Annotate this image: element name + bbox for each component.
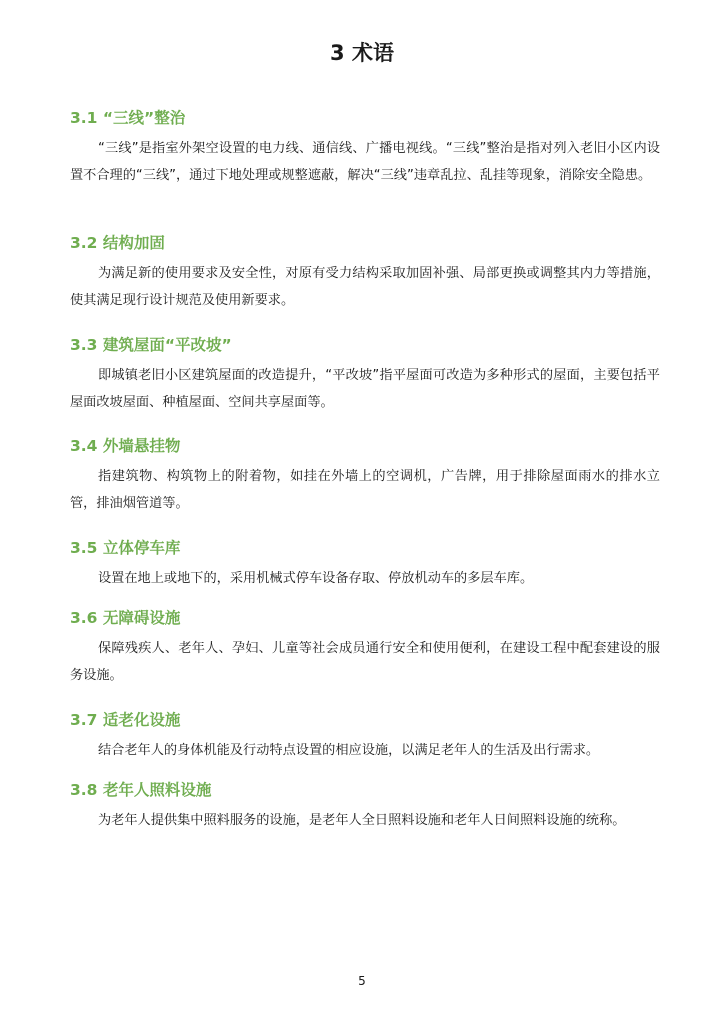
section-3-5 bbox=[70, 536, 660, 592]
section-body: 设置在地上或地下的，采用机械式停车设备存取、停放机动车的多层车库。 bbox=[98, 571, 534, 586]
section-3-2 bbox=[70, 231, 660, 314]
section-body: 指建筑物、构筑物上的附着物，如挂在外墙上的空调机，广告牌，用于排除屋面雨水的排水立管，排油烟管道等。 bbox=[70, 469, 660, 511]
section-heading: 3.3 建筑屋面“平改坡” bbox=[70, 336, 232, 354]
section-heading: 3.5 立体停车库 bbox=[70, 539, 181, 557]
section-body: 为老年人提供集中照料服务的设施，是老年人全日照料设施和老年人日间照料设施的统称。 bbox=[98, 813, 626, 828]
page-number: 5 bbox=[358, 974, 366, 988]
section-3-6 bbox=[70, 606, 660, 689]
section-heading: 3.2 结构加固 bbox=[70, 234, 165, 252]
section-heading: 3.6 无障碍设施 bbox=[70, 609, 181, 627]
section-3-7 bbox=[70, 708, 660, 764]
section-heading: 3.7 适老化设施 bbox=[70, 711, 181, 729]
section-3-1 bbox=[70, 106, 660, 189]
section-3-3 bbox=[70, 333, 660, 416]
section-body: 即城镇老旧小区建筑屋面的改造提升，“平改坡”指平屋面可改造为多种形式的屋面，主要包括平屋面改坡屋面、种植屋面、空间共享屋面等。 bbox=[70, 368, 660, 410]
section-3-8 bbox=[70, 778, 660, 834]
section-body: 保障残疾人、老年人、孕妇、儿童等社会成员通行安全和使用便利，在建设工程中配套建设的服务设施。 bbox=[70, 641, 660, 683]
section-body: “三线”是指室外架空设置的电力线、通信线、广播电视线。“三线”整治是指对列入老旧小区内设置不合理的“三线”，通过下地处理或规整遮蔽，解决“三线”违章乱拉、乱挂等现象，消除安全隐患。 bbox=[70, 141, 660, 183]
section-body: 结合老年人的身体机能及行动特点设置的相应设施，以满足老年人的生活及出行需求。 bbox=[98, 743, 600, 758]
section-heading: 3.8 老年人照料设施 bbox=[70, 781, 212, 799]
section-body: 为满足新的使用要求及安全性，对原有受力结构采取加固补强、局部更换或调整其内力等措施，使其满足现行设计规范及使用新要求。 bbox=[70, 266, 660, 308]
section-3-4 bbox=[70, 434, 660, 517]
chapter-title: 3 术语 bbox=[330, 41, 394, 65]
section-heading: 3.1 “三线”整治 bbox=[70, 109, 186, 127]
section-heading: 3.4 外墙悬挂物 bbox=[70, 437, 181, 455]
